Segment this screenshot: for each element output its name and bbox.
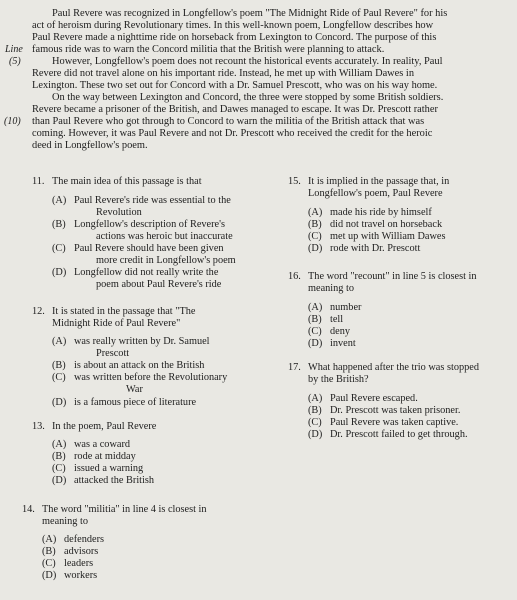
option-text: defenders [64, 534, 105, 545]
passage-line: Lexington. These two set out for Concord with a Dr. Samuel Prescott, who was on his way home. [32, 80, 438, 91]
option-text: issued a warning [74, 463, 144, 474]
option-letter: (C) [52, 372, 66, 383]
option-text-continued: more credit in Longfellow's poem [96, 254, 236, 266]
option-letter: (D) [308, 243, 323, 254]
option-letter: (D) [52, 475, 67, 486]
question-stem: The word "militia" in line 4 is closest in [42, 504, 207, 515]
option-letter: (C) [52, 463, 66, 474]
option-letter: (C) [308, 326, 322, 337]
option-text: is about an attack on the British [74, 360, 205, 371]
option-text: was written before the Revolutionary [74, 372, 228, 383]
option-text: Longfellow's description of Revere's [74, 219, 225, 230]
question-stem-continued: Longfellow's poem, Paul Revere [308, 187, 443, 199]
line-label: Line [5, 44, 23, 55]
question-number: 11. [32, 176, 45, 187]
option-text-continued: War [126, 383, 143, 395]
option-letter: (B) [52, 219, 66, 230]
option-letter: (B) [42, 546, 56, 557]
question-stem: The main idea of this passage is that [52, 176, 202, 187]
option-text: Paul Revere was taken captive. [330, 417, 459, 428]
option-text: Paul Revere escaped. [330, 393, 418, 404]
option-letter: (C) [52, 243, 66, 254]
option-letter: (A) [52, 439, 67, 450]
option-letter: (D) [52, 267, 67, 278]
option-text: Longfellow did not really write the [74, 267, 219, 278]
passage-line: coming. However, it was Paul Revere and not Dr. Prescott who received the credit for the heroic [32, 128, 433, 139]
option-letter: (A) [308, 393, 323, 404]
passage-line: deed in Longfellow's poem. [32, 140, 148, 151]
line-marker-10: (10) [4, 116, 21, 127]
option-letter: (A) [42, 534, 57, 545]
option-text: Paul Revere's ride was essential to the [74, 195, 231, 206]
option-letter: (D) [52, 397, 67, 408]
question-stem-continued: by the British? [308, 373, 369, 385]
question-stem: In the poem, Paul Revere [52, 421, 157, 432]
question-number: 17. [288, 362, 301, 373]
question-stem-continued: meaning to [308, 282, 355, 294]
option-text: was a coward [74, 439, 131, 450]
option-letter: (C) [308, 231, 322, 242]
option-letter: (D) [308, 338, 323, 349]
option-text: is a famous piece of literature [74, 397, 197, 408]
passage-line: On the way between Lexington and Concord, the three were stopped by some British soldiers. [52, 92, 444, 103]
option-letter: (C) [308, 417, 322, 428]
question-stem-continued: Midnight Ride of Paul Revere" [52, 317, 181, 329]
option-text: tell [330, 314, 344, 325]
option-letter: (B) [308, 314, 322, 325]
question-stem: What happened after the trio was stopped [308, 362, 479, 373]
passage-line: famous ride was to warn the Concord militia that the British were planning to attack. [32, 44, 385, 55]
option-text: leaders [64, 558, 94, 569]
option-text: Dr. Prescott failed to get through. [330, 429, 468, 440]
question-stem: The word "recount" in line 5 is closest in [308, 271, 477, 282]
question-number: 14. [22, 504, 35, 515]
option-letter: (B) [52, 360, 66, 371]
question-number: 16. [288, 271, 301, 282]
option-text: deny [330, 326, 351, 337]
option-letter: (A) [308, 302, 323, 313]
passage-line: Paul Revere made a nighttime ride on horseback from Lexington to Concord. The purpose of this [32, 32, 437, 43]
option-letter: (B) [308, 219, 322, 230]
question-stem-continued: meaning to [42, 515, 89, 527]
option-letter: (B) [52, 451, 66, 462]
option-text: Paul Revere should have been given [74, 243, 224, 254]
option-text: rode at midday [74, 451, 136, 462]
question-number: 12. [32, 306, 45, 317]
option-letter: (A) [308, 207, 323, 218]
option-text-continued: actions was heroic but inaccurate [96, 230, 233, 242]
option-text-continued: poem about Paul Revere's ride [96, 278, 222, 290]
question-number: 15. [288, 176, 301, 187]
option-text: invent [330, 338, 356, 349]
passage-line: act of heroism during Revolutionary times. In this well-known poem, Longfellow describes how [32, 20, 434, 31]
option-letter: (A) [52, 195, 67, 206]
option-text: Dr. Prescott was taken prisoner. [330, 405, 461, 416]
passage-line: Paul Revere was recognized in Longfellow's poem "The Midnight Ride of Paul Revere" for his [52, 8, 448, 19]
option-text-continued: Prescott [96, 347, 130, 359]
option-letter: (D) [42, 570, 57, 581]
option-text: did not travel on horseback [330, 219, 443, 230]
option-text: number [330, 302, 362, 313]
option-text: made his ride by himself [330, 207, 432, 218]
option-letter: (A) [52, 336, 67, 347]
option-letter: (C) [42, 558, 56, 569]
option-text: was really written by Dr. Samuel [74, 336, 210, 347]
line-marker-5: (5) [9, 56, 21, 67]
passage-line: Revere did not travel alone on his important ride. Instead, he met up with William Dawes in [32, 68, 415, 79]
option-letter: (D) [308, 429, 323, 440]
option-text-continued: Revolution [96, 206, 142, 218]
option-letter: (B) [308, 405, 322, 416]
passage-line: However, Longfellow's poem does not recount the historical events accurately. In reality, Paul [52, 56, 443, 67]
question-stem: It is stated in the passage that "The [52, 306, 196, 317]
question-stem: It is implied in the passage that, in [308, 176, 450, 187]
option-text: advisors [64, 546, 99, 557]
option-text: rode with Dr. Prescott [330, 243, 421, 254]
question-number: 13. [32, 421, 45, 432]
option-text: attacked the British [74, 475, 155, 486]
passage-line: Revere became a prisoner of the British, and Dawes managed to escape. It was Dr. Prescott rather [32, 104, 438, 115]
passage-line: than Paul Revere who got through to Concord to warn the militia of the British attack that was [32, 116, 425, 127]
option-text: workers [64, 570, 98, 581]
option-text: met up with William Dawes [330, 231, 446, 242]
